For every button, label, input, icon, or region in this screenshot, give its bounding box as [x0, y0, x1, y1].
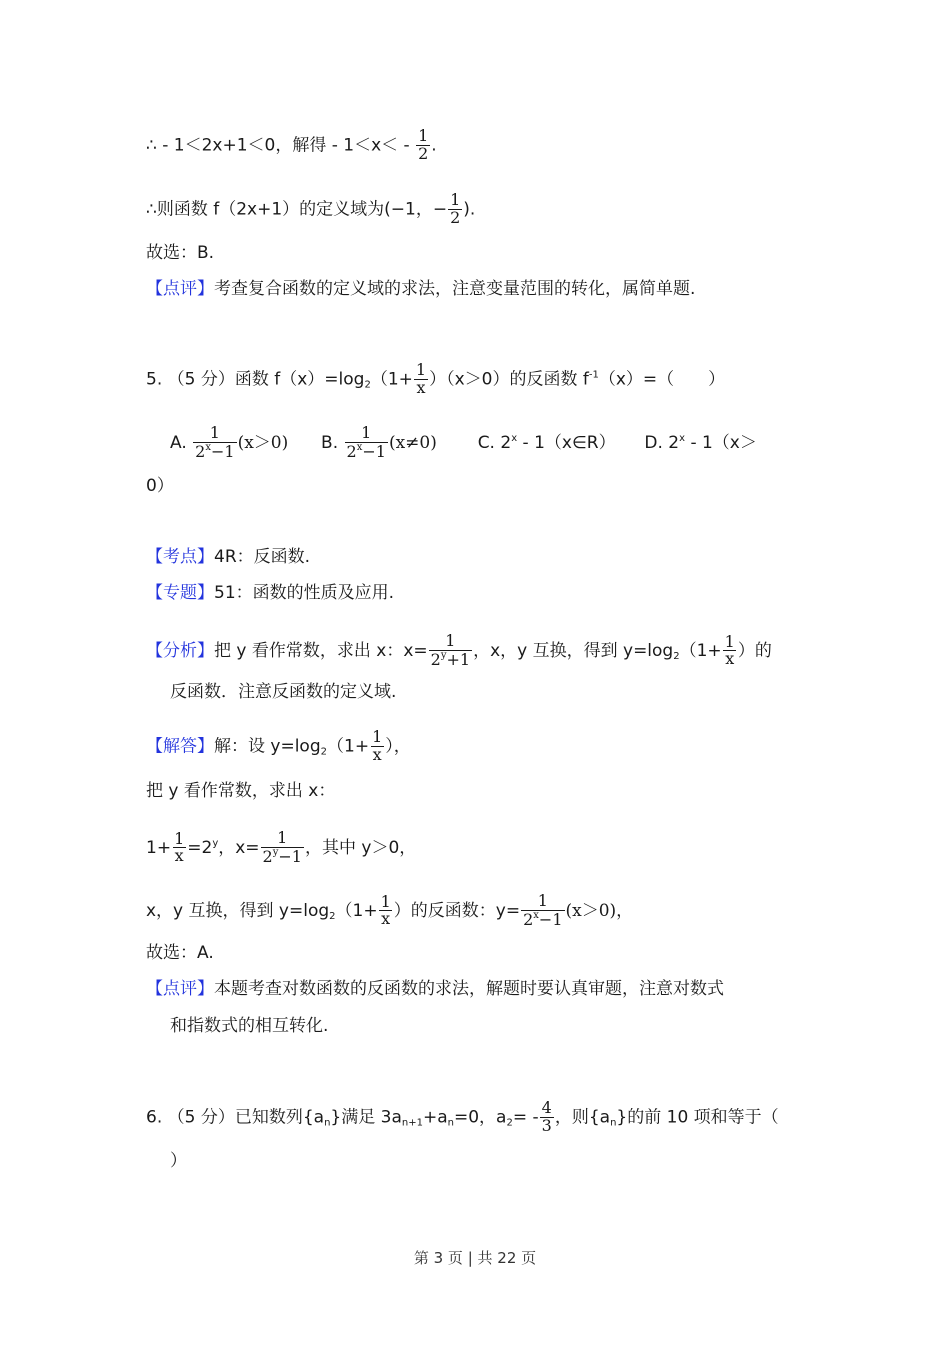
superscript: y [212, 837, 219, 849]
text: ，x，y 互换，得到 y=log [473, 640, 674, 661]
denominator [521, 910, 564, 929]
jieda-tag: 【解答】 [146, 736, 214, 757]
base: 2 [430, 649, 441, 669]
jieda-line4 [146, 893, 633, 929]
subscript: 2 [673, 650, 680, 662]
numerator: 1 [372, 727, 383, 746]
comment-text: 本题考查对数函数的反函数的求法，解题时要认真审题，注意对数式 [214, 979, 724, 999]
base: 2 [262, 846, 273, 866]
numerator: 1 [445, 631, 456, 650]
question-6-stem [146, 1100, 779, 1135]
denominator [345, 442, 388, 461]
text: （x）=（ ） [598, 369, 726, 390]
kaodian-text: 4R：反函数. [214, 547, 311, 567]
fraction [723, 631, 737, 669]
numerator: 1 [724, 631, 735, 651]
text: 5. （5 分）函数 f（x）=log [146, 369, 365, 390]
subscript: n [447, 1117, 454, 1129]
exponent: x [511, 432, 518, 444]
text: ）， [385, 736, 411, 757]
text: 1+ [146, 837, 172, 858]
text: −1 [278, 846, 302, 866]
text: = - [512, 1107, 539, 1128]
fraction [379, 891, 393, 929]
text: （1+ [370, 369, 413, 390]
text: =2 [187, 837, 213, 858]
jieda [146, 729, 411, 764]
fenxi [146, 633, 772, 669]
fraction [345, 425, 388, 461]
option-label: A. [170, 432, 187, 453]
numerator: 1 [209, 423, 220, 442]
solution-line-domain [146, 192, 475, 227]
question-5-stem [146, 362, 725, 397]
fraction [172, 828, 186, 866]
jieda-line2: 把 y 看作常数，求出 x： [146, 781, 336, 801]
text: ∴则函数 f（2x+1）的定义域为(−1，− [146, 199, 448, 220]
fraction [193, 425, 236, 461]
text: −1 [210, 441, 235, 461]
text: =0，a [453, 1107, 507, 1128]
text: ∴ - 1＜2x+1＜0，解得 - 1＜x＜ - [146, 135, 410, 156]
kaodian [146, 549, 310, 566]
text: ，则{a [554, 1107, 611, 1128]
denominator: 2 [418, 143, 429, 163]
text: ）的 [737, 640, 772, 661]
denominator [429, 650, 472, 669]
numerator: 1 [277, 828, 288, 847]
zhuanti [146, 585, 394, 602]
numerator: 4 [541, 1098, 552, 1117]
text: ). [463, 199, 476, 220]
text: 6. （5 分）已知数列{a [146, 1107, 325, 1128]
fraction [448, 192, 462, 227]
option-label: B. [321, 432, 339, 453]
subscript: 2 [364, 379, 371, 391]
text: ，其中 y＞0， [304, 837, 417, 858]
exponent: x [533, 909, 539, 921]
zhuanti-tag: 【专题】 [146, 583, 214, 603]
base: 2 [668, 432, 680, 453]
comment-prev [146, 281, 695, 298]
text: x，y 互换，得到 y=log [146, 900, 330, 921]
exponent: x [356, 441, 363, 453]
denominator: x [725, 649, 735, 669]
denominator [193, 442, 236, 461]
zhuanti-text: 51：函数的性质及应用. [214, 583, 395, 603]
option-d-wrap: 0） [146, 476, 174, 496]
fraction [414, 362, 428, 397]
denominator: 2 [450, 207, 461, 227]
text: （1+ [679, 640, 722, 661]
numerator: 1 [361, 423, 372, 442]
choice-b: 故选：B. [146, 243, 215, 263]
base: 2 [523, 909, 534, 929]
fenxi-tag: 【分析】 [146, 640, 214, 661]
comment-q5 [146, 981, 724, 998]
text: +1 [446, 649, 471, 669]
superscript: -1 [588, 369, 599, 381]
base: 2 [346, 441, 357, 461]
text: −1 [538, 909, 563, 929]
text: ）的反函数：y= [393, 900, 521, 921]
text: - 1（x＞ [685, 432, 757, 453]
denominator: x [381, 909, 391, 929]
text: 解：设 y=log [214, 736, 321, 757]
exponent: y [440, 649, 447, 661]
numerator: 1 [415, 360, 427, 379]
condition: (x＞0) [237, 432, 289, 453]
denominator: x [416, 377, 426, 397]
numerator: 1 [537, 891, 548, 910]
numerator: 1 [380, 891, 391, 911]
text: }的前 10 项和等于（ [616, 1107, 779, 1128]
option-label: D. [644, 432, 663, 453]
fraction [261, 830, 304, 866]
fraction [521, 893, 564, 929]
fraction [370, 729, 384, 764]
fraction [416, 128, 430, 163]
question-5-options [170, 425, 757, 461]
comment-tag: 【点评】 [146, 279, 214, 299]
exponent: y [272, 846, 279, 858]
fraction [540, 1100, 554, 1135]
comment-text: 考查复合函数的定义域的求法，注意变量范围的转化，属简单题. [214, 279, 696, 299]
condition: (x≠0) [388, 432, 437, 453]
subscript: n [324, 1117, 331, 1129]
exponent: x [679, 432, 686, 444]
text: ，x= [218, 837, 260, 858]
choice-a: 故选：A. [146, 943, 214, 963]
text: }满足 3a [330, 1107, 402, 1128]
fenxi-line2: 反函数．注意反函数的定义域. [170, 682, 397, 702]
comment-q5-line2: 和指数式的相互转化. [170, 1016, 329, 1036]
option-d [644, 433, 756, 453]
comment-tag: 【点评】 [146, 979, 214, 999]
option-c [478, 433, 621, 453]
numerator: 1 [174, 828, 185, 848]
denominator [261, 847, 304, 866]
text: ）（x＞0）的反函数 f [429, 369, 589, 390]
subscript: 2 [320, 746, 327, 758]
numerator: 1 [450, 190, 461, 209]
solution-line-inequality [146, 128, 437, 163]
subscript: 2 [506, 1117, 513, 1129]
fraction [429, 633, 472, 669]
base: 2 [195, 441, 206, 461]
page-footer: 第 3 页 | 共 22 页 [413, 1249, 537, 1267]
text: 把 y 看作常数，求出 x：x= [214, 640, 428, 661]
subscript: 2 [329, 910, 336, 922]
denominator: x [372, 744, 382, 764]
option-a [170, 423, 294, 461]
text: . [431, 135, 437, 156]
option-b [321, 423, 442, 461]
option-label: C. [477, 432, 495, 453]
subscript: n+1 [401, 1117, 423, 1129]
text: −1 [362, 441, 386, 461]
denominator: 3 [541, 1115, 552, 1135]
kaodian-tag: 【考点】 [146, 547, 214, 567]
condition: (x＞0)， [565, 900, 634, 921]
jieda-line3 [146, 830, 416, 866]
base: 2 [500, 432, 512, 453]
text: （1+ [335, 900, 378, 921]
subscript: n [610, 1117, 617, 1129]
text: - 1（x∈R） [517, 432, 616, 453]
question-6-wrap: ） [170, 1151, 187, 1171]
exponent: x [205, 441, 211, 453]
numerator: 1 [418, 126, 429, 145]
denominator: x [174, 846, 184, 866]
text: （1+ [327, 736, 370, 757]
text: +a [422, 1107, 448, 1128]
